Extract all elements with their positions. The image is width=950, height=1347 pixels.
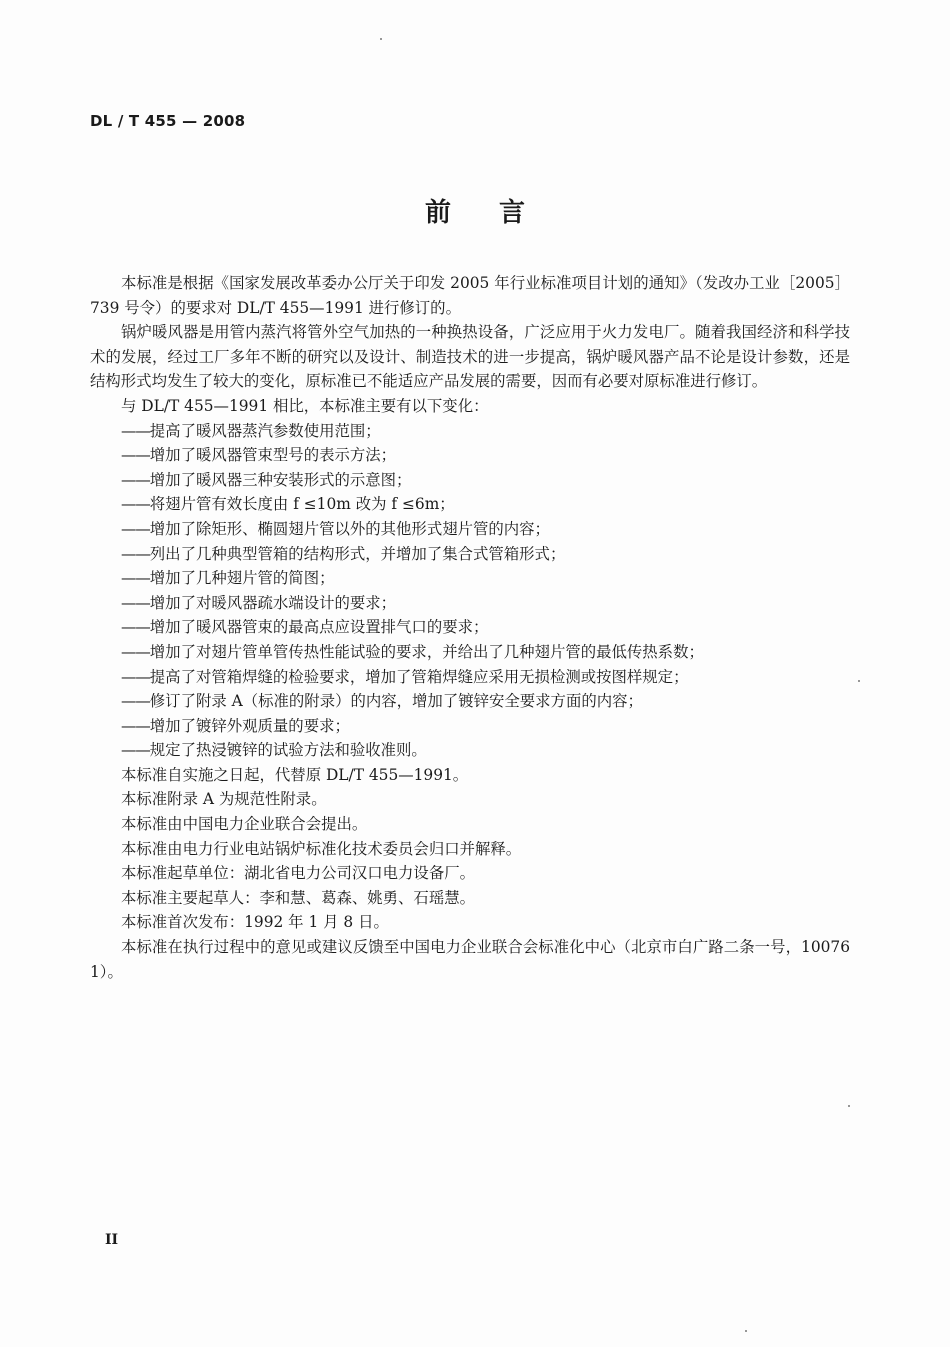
paragraph-first-release: 本标准首次发布：1992 年 1 月 8 日。 [121,913,389,932]
change-item-text: 增加了镀锌外观质量的要求； [149,716,350,735]
change-item [90,714,850,739]
paragraph-changes-intro: 与 DL/T 455—1991 相比，本标准主要有以下变化： [121,396,489,415]
scan-speck [380,38,382,40]
change-item-text: 增加了除矩形、椭圆翅片管以外的其他形式翅片管的内容； [149,519,550,538]
change-item [90,615,850,640]
paragraph-drafters: 本标准主要起草人：李和慧、葛森、姚勇、石瑶慧。 [121,888,475,907]
change-item-text: 规定了热浸镀锌的试验方法和验收准则。 [149,741,427,760]
change-item [90,542,850,567]
dash-marker: —— [121,519,150,538]
change-item [90,566,850,591]
paragraph-feedback: 本标准在执行过程中的意见或建议反馈至中国电力企业联合会标准化中心（北京市白广路二条一号，100761）。 [90,938,850,981]
dash-marker: —— [121,446,150,465]
dash-marker: —— [121,569,150,588]
change-item [90,443,850,468]
foreword-body [90,271,850,984]
change-item-text: 增加了对翅片管单管传热性能试验的要求，并给出了几种翅片管的最低传热系数； [149,642,704,661]
standard-code-header: DL / T 455 — 2008 [90,112,246,130]
scan-speck [858,680,860,682]
dash-marker: —— [121,741,150,760]
page-number: II [105,1232,119,1248]
paragraph-proposer: 本标准由中国电力企业联合会提出。 [121,815,368,834]
paragraph-revision-basis: 本标准是根据《国家发展改革委办公厅关于印发 2005 年行业标准项目计划的通知》（发改办工业［2005］739 号令）的要求对 DL/T 455—1991 进行修订的。 [90,274,850,317]
dash-marker: —— [121,593,150,612]
paragraph-annex-note: 本标准附录 A 为规范性附录。 [121,790,327,809]
paragraph-drafting-unit: 本标准起草单位：湖北省电力公司汉口电力设备厂。 [121,864,475,883]
change-item-text: 增加了暖风器三种安装形式的示意图； [149,470,412,489]
dash-marker: —— [121,618,150,637]
dash-marker: —— [121,716,150,735]
paragraph-background: 锅炉暖风器是用管内蒸汽将管外空气加热的一种换热设备，广泛应用于火力发电厂。随着我国经济和科学技术的发展，经过工厂多年不断的研究以及设计、制造技术的进一步提高，锅炉暖风器产品不论是设计参数，还是结构形式均发生了较大的变化，原标准已不能适应产品发展的需要，因而有必要对原标准进行修订。 [90,323,850,391]
change-item-text: 修订了附录 A（标准的附录）的内容，增加了镀锌安全要求方面的内容； [149,692,643,711]
change-item [90,492,850,517]
change-item [90,738,850,763]
change-item-text: 增加了对暖风器疏水端设计的要求； [149,593,397,612]
dash-marker: —— [121,642,150,661]
dash-marker: —— [121,667,150,686]
change-item-text: 列出了几种典型管箱的结构形式，并增加了集合式管箱形式； [149,544,566,563]
change-item-text: 提高了暖风器蒸汽参数使用范围； [149,421,381,440]
change-item [90,591,850,616]
change-item-text: 增加了暖风器管束的最高点应设置排气口的要求； [149,618,489,637]
dash-marker: —— [121,495,150,514]
change-item [90,640,850,665]
changes-list [90,419,850,763]
dash-marker: —— [121,692,150,711]
dash-marker: —— [121,470,150,489]
change-item [90,517,850,542]
change-item-text: 增加了几种翅片管的简图； [149,569,335,588]
change-item [90,419,850,444]
paragraph-committee: 本标准由电力行业电站锅炉标准化技术委员会归口并解释。 [121,839,522,858]
change-item-text: 增加了暖风器管束型号的表示方法； [149,446,397,465]
change-item [90,665,850,690]
change-item [90,689,850,714]
paragraph-supersedes: 本标准自实施之日起，代替原 DL/T 455—1991。 [121,765,469,784]
change-item-text: 提高了对管箱焊缝的检验要求，增加了管箱焊缝应采用无损检测或按图样规定； [149,667,689,686]
scan-speck [745,1330,747,1332]
dash-marker: —— [121,544,150,563]
page-title: 前言 [424,198,573,228]
change-item [90,468,850,493]
dash-marker: —— [121,421,150,440]
scan-speck [848,1105,850,1107]
change-item-text: 将翅片管有效长度由 f ≤10m 改为 f ≤6m； [149,495,455,514]
